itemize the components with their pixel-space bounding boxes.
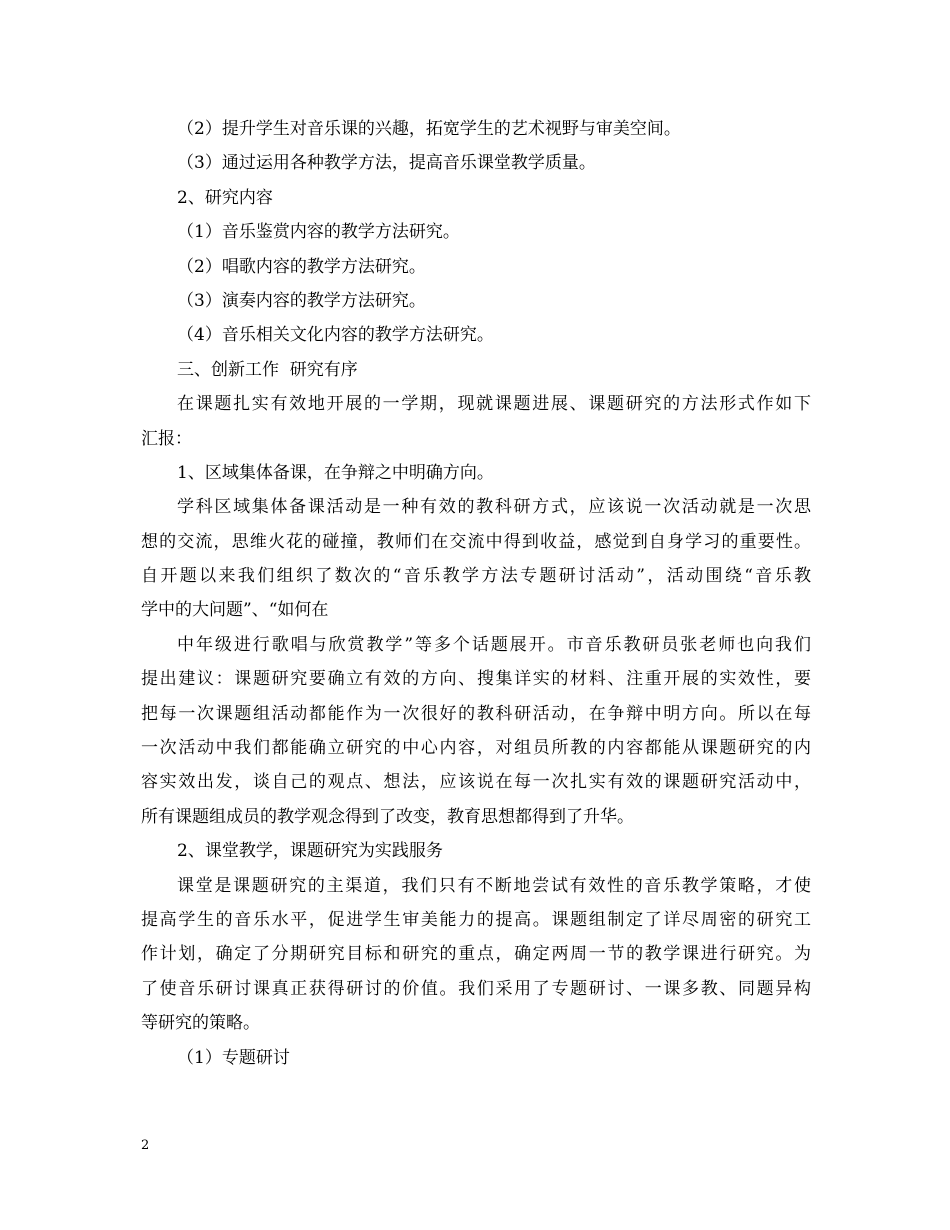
text-line: 把每一次课题组活动都能作为一次很好的教科研活动，在争辩中明方向。所以在每 — [141, 703, 811, 724]
text-line: 在课题扎实有效地开展的一学期，现就课题进展、课题研究的方法形式作如下 — [177, 394, 811, 415]
text-line: （4）音乐相关文化内容的教学方法研究。 — [177, 325, 494, 346]
section-heading: 2、研究内容 — [177, 187, 273, 208]
text-line: 提出建议：课题研究要确立有效的方向、搜集详实的材料、注重开展的实效性，要 — [141, 669, 811, 690]
text-line: 学中的大问题”、“如何在 — [141, 600, 329, 621]
text-line: 等研究的策略。 — [141, 1013, 260, 1034]
text-line: 所有课题组成员的教学观念得到了改变，教育思想都得到了升华。 — [141, 806, 634, 827]
section-heading: 三、创新工作 研究有序 — [177, 359, 358, 380]
text-line: 容实效出发，谈自己的观点、想法，应该说在每一次扎实有效的课题研究活动中， — [141, 772, 811, 793]
section-heading: 1、区域集体备课，在争辩之中明确方向。 — [177, 462, 494, 483]
text-line: （1）音乐鉴赏内容的教学方法研究。 — [177, 222, 460, 243]
document-body — [141, 112, 811, 1075]
text-line: （3）演奏内容的教学方法研究。 — [177, 290, 426, 311]
text-line: 提高学生的音乐水平，促进学生审美能力的提高。课题组制定了详尽周密的研究工 — [141, 909, 811, 930]
page-number: 2 — [141, 1138, 150, 1153]
text-line: （3）通过运用各种教学方法，提高音乐课堂教学质量。 — [177, 153, 596, 174]
text-line: 一次活动中我们都能确立研究的中心内容，对组员所教的内容都能从课题研究的内 — [141, 738, 811, 759]
text-line: （2）唱歌内容的教学方法研究。 — [177, 256, 426, 277]
text-line: 课堂是课题研究的主渠道，我们只有不断地尝试有效性的音乐教学策略，才使 — [177, 875, 811, 896]
text-line: 汇报： — [141, 428, 192, 449]
section-heading: 2、课堂教学，课题研究为实践服务 — [177, 841, 443, 862]
text-line: 中年级进行歌唱与欣赏教学”等多个话题展开。市音乐教研员张老师也向我们 — [177, 634, 811, 655]
text-line: 了使音乐研讨课真正获得研讨的价值。我们采用了专题研讨、一课多教、同题异构 — [141, 978, 811, 999]
text-line: 作计划，确定了分期研究目标和研究的重点，确定两周一节的教学课进行研究。为 — [141, 944, 811, 965]
text-line: 自开题以来我们组织了数次的“音乐教学方法专题研讨活动”，活动围绕“音乐教 — [141, 566, 811, 587]
text-line: 想的交流，思维火花的碰撞，教师们在交流中得到收益，感觉到自身学习的重要性。 — [141, 531, 811, 552]
text-line: 学科区域集体备课活动是一种有效的教科研方式，应该说一次活动就是一次思 — [177, 497, 811, 518]
section-heading: （1）专题研讨 — [177, 1047, 290, 1068]
text-line: （2）提升学生对音乐课的兴趣，拓宽学生的艺术视野与审美空间。 — [177, 119, 681, 139]
